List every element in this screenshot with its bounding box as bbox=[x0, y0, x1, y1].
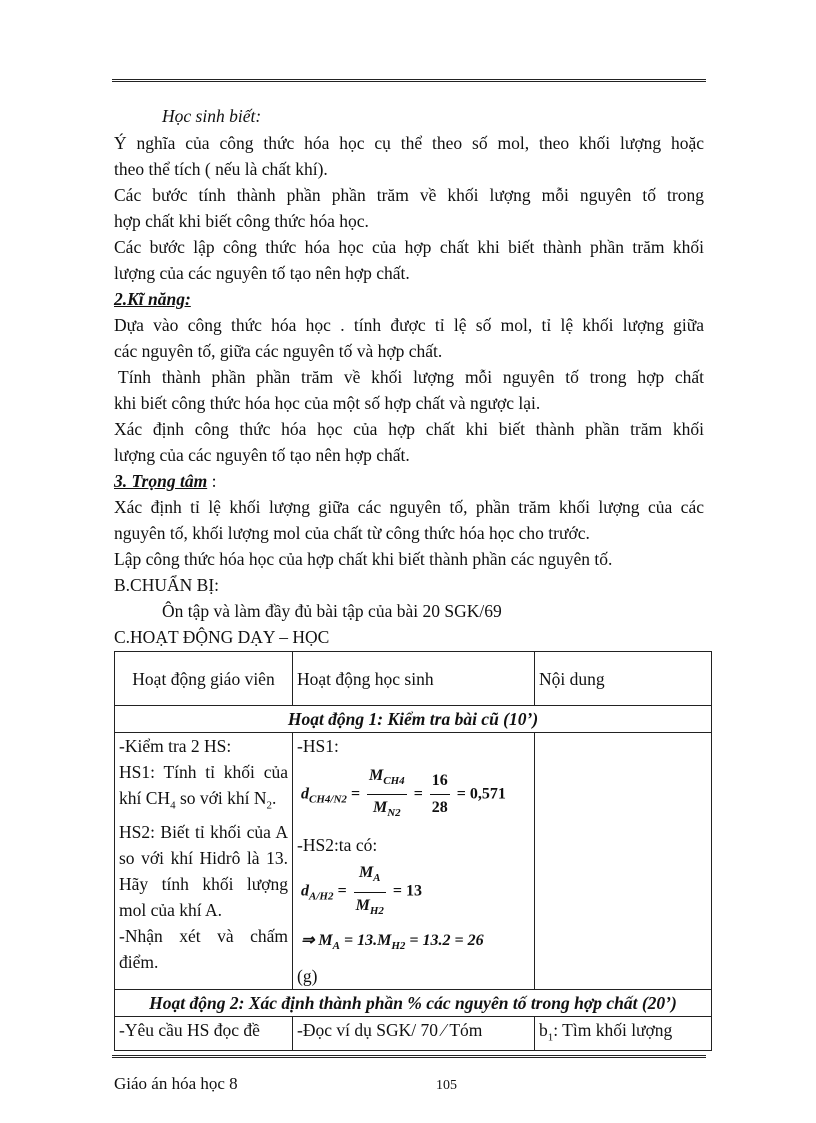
section-heading-kinang: 2.Kĩ năng: bbox=[114, 289, 191, 309]
text-line: Ý nghĩa của công thức hóa học cụ thể theo số mol, theo khối lượng hoặc bbox=[114, 133, 704, 153]
activity1-title: Hoạt động 1: Kiểm tra bài cũ (10’) bbox=[115, 706, 712, 733]
section-heading-chuanbi: B.CHUẨN BỊ: bbox=[114, 575, 220, 595]
hs2-unit: (g) bbox=[297, 965, 318, 986]
noidung-cell bbox=[535, 733, 712, 990]
gv-line: HS1: Tính tỉ khối của khí $CH_4$ so với khí $N_2$. bbox=[119, 762, 288, 812]
text-line: Xác định công thức hóa học của hợp chất khi biết thành phần trăm khối bbox=[114, 419, 704, 439]
hs2-label: -HS2:ta có: bbox=[297, 835, 378, 856]
activity-table bbox=[114, 651, 712, 1051]
gv-line: HS2: Biết tỉ khối của A so với khí Hidrô là 13. Hãy tính khối lượng mol của khí A. bbox=[119, 821, 288, 920]
table-header-row bbox=[115, 652, 712, 706]
gv-line: -Nhận xét và chấm điểm. bbox=[119, 925, 288, 972]
hs-cell bbox=[293, 733, 535, 990]
header-gv: Hoạt động giáo viên bbox=[115, 652, 293, 706]
section-heading-hoatdong: C.HOẠT ĐỘNG DẠY – HỌC bbox=[114, 627, 330, 647]
text-line: Dựa vào công thức hóa học . tính được tỉ lệ số mol, tỉ lệ khối lượng giữa bbox=[114, 315, 704, 335]
hs-cell: -Đọc ví dụ SGK/ 70 ⁄ Tóm bbox=[293, 1016, 535, 1051]
hs1-formula: $d_{CH4/N2}$ = $\frac{M_{CH4}}{M_{N2}}$ = $\frac{16}{28}$ = 0,571 bbox=[301, 763, 530, 826]
page-number: 105 bbox=[436, 1078, 457, 1093]
table-row bbox=[115, 1016, 712, 1051]
header-rule bbox=[112, 79, 706, 85]
text-line: các nguyên tố, giữa các nguyên tố và hợp chất. bbox=[114, 341, 443, 361]
hs2-formula: $d_{A/H2}$ = $\frac{M_A}{M_{H2}}$ = 13 bbox=[301, 860, 530, 923]
gv-cell: -Yêu cầu HS đọc đề bbox=[115, 1016, 293, 1051]
header-hs: Hoạt động học sinh bbox=[293, 652, 535, 706]
activity2-row bbox=[115, 989, 712, 1016]
activity1-row bbox=[115, 706, 712, 733]
text-line: Xác định tỉ lệ khối lượng giữa các nguyên tố, phần trăm khối lượng của các bbox=[114, 497, 704, 517]
header-noidung: Nội dung bbox=[535, 652, 712, 706]
table-row bbox=[115, 733, 712, 990]
hoc-sinh-biet: Học sinh biết: bbox=[162, 106, 262, 126]
hs2-result: ⇒ $M_A = 13.M_{H2} = 13.2 = 26$ bbox=[301, 931, 484, 952]
gv-line: -Kiểm tra 2 HS: bbox=[119, 736, 232, 756]
noidung-cell: $b_1$: Tìm khối lượng bbox=[535, 1016, 712, 1051]
text-line: Ôn tập và làm đầy đủ bài tập của bài 20 SGK/69 bbox=[162, 601, 502, 621]
text-line: hợp chất khi biết công thức hóa học. bbox=[114, 211, 369, 231]
footer-rule bbox=[112, 1055, 706, 1061]
text-line: lượng của các nguyên tố tạo nên hợp chất. bbox=[114, 445, 410, 465]
hs1-label: -HS1: bbox=[297, 736, 339, 756]
section-heading-trongtam bbox=[114, 468, 704, 494]
trongtam-label: 3. Trọng tâm bbox=[114, 471, 208, 491]
text-line: Lập công thức hóa học của hợp chất khi biết thành phần các nguyên tố. bbox=[114, 549, 613, 569]
text-line: Các bước tính thành phần phần trăm về khối lượng mỗi nguyên tố trong bbox=[114, 185, 704, 205]
text-line: khi biết công thức hóa học của một số hợp chất và ngược lại. bbox=[114, 393, 541, 413]
gv-cell bbox=[115, 733, 293, 990]
text-line: theo thể tích ( nếu là chất khí). bbox=[114, 159, 328, 179]
activity2-title: Hoạt động 2: Xác định thành phần % các nguyên tố trong hợp chất (20’) bbox=[115, 989, 712, 1016]
text-line: Tính thành phần phần trăm về khối lượng mỗi nguyên tố trong hợp chất bbox=[118, 367, 704, 387]
trongtam-colon: : bbox=[207, 471, 217, 491]
text-line: lượng của các nguyên tố tạo nên hợp chất. bbox=[114, 263, 410, 283]
footer-title: Giáo án hóa học 8 bbox=[114, 1074, 238, 1093]
text-line: Các bước lập công thức hóa học của hợp chất khi biết thành phần trăm khối bbox=[114, 237, 704, 257]
text-line: nguyên tố, khối lượng mol của chất từ công thức hóa học cho trước. bbox=[114, 523, 590, 543]
